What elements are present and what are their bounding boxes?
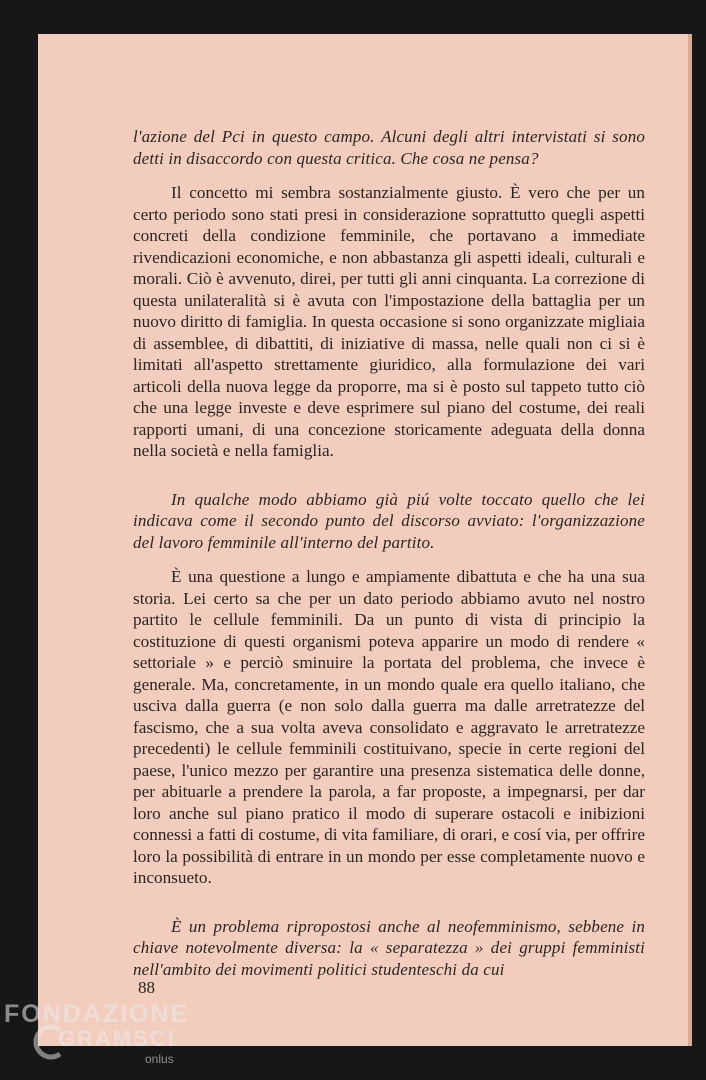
question-paragraph: In qualche modo abbiamo già piú volte toccato quello che lei indicava come il secondo punto del discorso avviato: l'organizzazione del lavoro femminile all'interno del partito. <box>133 489 645 552</box>
question-paragraph: l'azione del Pci in questo campo. Alcuni degli altri intervistati si sono detti in disaccordo con questa critica. Che cosa ne pensa? <box>133 127 645 168</box>
page-number: 88 <box>138 978 155 997</box>
body-text <box>133 126 645 980</box>
book-page <box>38 34 692 1046</box>
watermark-line2: GRAMSCI <box>58 1026 176 1051</box>
answer-paragraph: Il concetto mi sembra sostanzialmente giusto. È vero che per un certo periodo sono stati presi in considerazione soprattutto quegli aspetti concreti della condizione femminile, che portavano a immediate rivendicazioni economiche, e non abbastanza gli aspetti ideali, culturali e morali. Ciò è avvenuto, direi, per tutti gli anni cinquanta. La correzione di questa unilateralità si è avuta con l'impostazione della battaglia per un nuovo diritto di famiglia. In questa occasione si sono organizzate migliaia di assemblee, di dibattiti, di iniziative di massa, nelle quali non ci si è limitati all'aspetto strettamente giuridico, alla formulazione dei vari articoli della nuova legge da proporre, ma si è posto sul tappeto tutto ciò che una legge investe e deve esprimere sul piano del costume, dei reali rapporti umani, di una concezione storicamente adeguata della donna nella società e nella famiglia. <box>133 183 645 460</box>
answer-paragraph: È una questione a lungo e ampiamente dibattuta e che ha una sua storia. Lei certo sa che per un dato periodo abbiamo avuto nel nostro partito le cellule femminili. Da un punto di vista di principio la costituzione di questi organismi poteva apparire un modo di rendere « settoriale » e perciò sminuire la portata del problema, che invece è generale. Ma, concretamente, in un mondo quale era quello italiano, che usciva dalla guerra (e non solo dalla guerra ma dalle arretratezze del fascismo, che a sua volta aveva consolidato e aggravato le arretratezze precedenti) le cellule femminili costituivano, specie in certe regioni del paese, l'unico mezzo per garantire una presenza sistematica delle donne, per abituarle a prendere la parola, a far proposte, a impegnarsi, per dar loro anche sul piano pratico il modo di superare ostacoli e inibizioni connessi a fatti di costume, di vita familiare, di orari, e cosí via, per offrire loro la possibilità di entrare in un mondo per esse completamente nuovo e inconsueto. <box>133 567 645 887</box>
page-edge <box>688 34 692 1046</box>
question-paragraph: È un problema ripropostosi anche al neofemminismo, sebbene in chiave notevolmente diversa: la « separatezza » dei gruppi femministi nell'ambito dei movimenti politici studenteschi da cui <box>133 916 645 979</box>
watermark-line1: FONDAZIONE <box>4 1000 190 1028</box>
watermark-line3: onlus <box>145 1052 174 1066</box>
watermark-logo <box>0 996 190 1076</box>
